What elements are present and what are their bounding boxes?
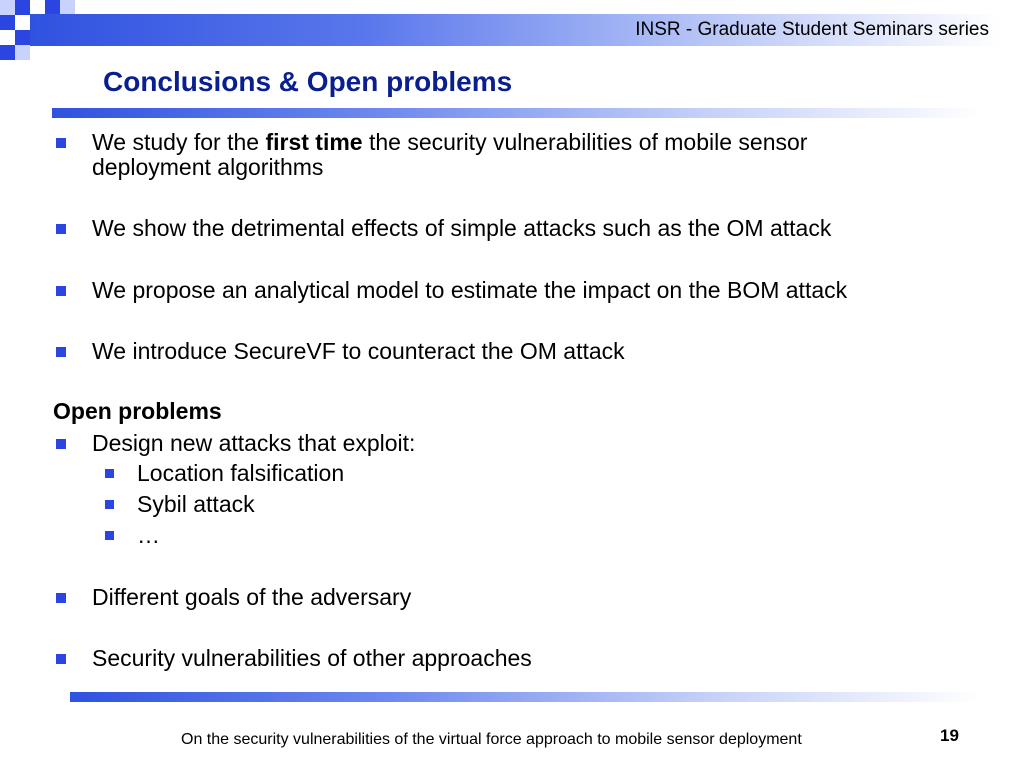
open-problem-subitem-1: Location falsification bbox=[137, 460, 345, 486]
bullet-square-icon bbox=[56, 654, 66, 664]
conclusion-item-1 bbox=[92, 130, 972, 180]
conclusion-item-3: We propose an analytical model to estimate the impact on the BOM attack bbox=[92, 277, 848, 303]
sub-bullet-square-icon bbox=[105, 469, 114, 478]
open-problem-subitem-2: Sybil attack bbox=[137, 491, 255, 517]
conclusion-item-1-prefix: We study for the bbox=[92, 129, 266, 155]
bullet-square-icon bbox=[56, 224, 66, 234]
slide-title: Conclusions & Open problems bbox=[103, 66, 513, 97]
open-problem-item-1: Design new attacks that exploit: bbox=[92, 430, 416, 456]
conclusion-item-1-line2: deployment algorithms bbox=[92, 154, 324, 180]
open-problems-heading: Open problems bbox=[53, 398, 222, 424]
sub-bullet-square-icon bbox=[105, 531, 114, 540]
sub-bullet-square-icon bbox=[105, 500, 114, 509]
bullet-square-icon bbox=[56, 138, 66, 148]
bullet-square-icon bbox=[56, 286, 66, 296]
conclusion-item-1-emphasis: first time bbox=[265, 129, 363, 155]
header-series-text: INSR - Graduate Student Seminars series bbox=[635, 19, 989, 40]
conclusion-item-1-suffix: the security vulnerabilities of mobile sensor bbox=[362, 129, 808, 155]
conclusion-item-4: We introduce SecureVF to counteract the OM attack bbox=[92, 338, 625, 364]
conclusion-item-2: We show the detrimental effects of simple attacks such as the OM attack bbox=[92, 215, 832, 241]
footer-text: On the security vulnerabilities of the virtual force approach to mobile sensor deployment bbox=[181, 731, 802, 748]
page-number: 19 bbox=[940, 726, 959, 745]
bullet-square-icon bbox=[56, 593, 66, 603]
footer-gradient-bar bbox=[70, 692, 980, 702]
open-problem-item-3: Security vulnerabilities of other approaches bbox=[92, 645, 532, 671]
bullet-square-icon bbox=[56, 347, 66, 357]
open-problem-subitem-3: … bbox=[137, 522, 160, 548]
bullet-square-icon bbox=[56, 439, 66, 449]
open-problem-item-2: Different goals of the adversary bbox=[92, 584, 412, 610]
title-underline-bar bbox=[52, 108, 982, 118]
